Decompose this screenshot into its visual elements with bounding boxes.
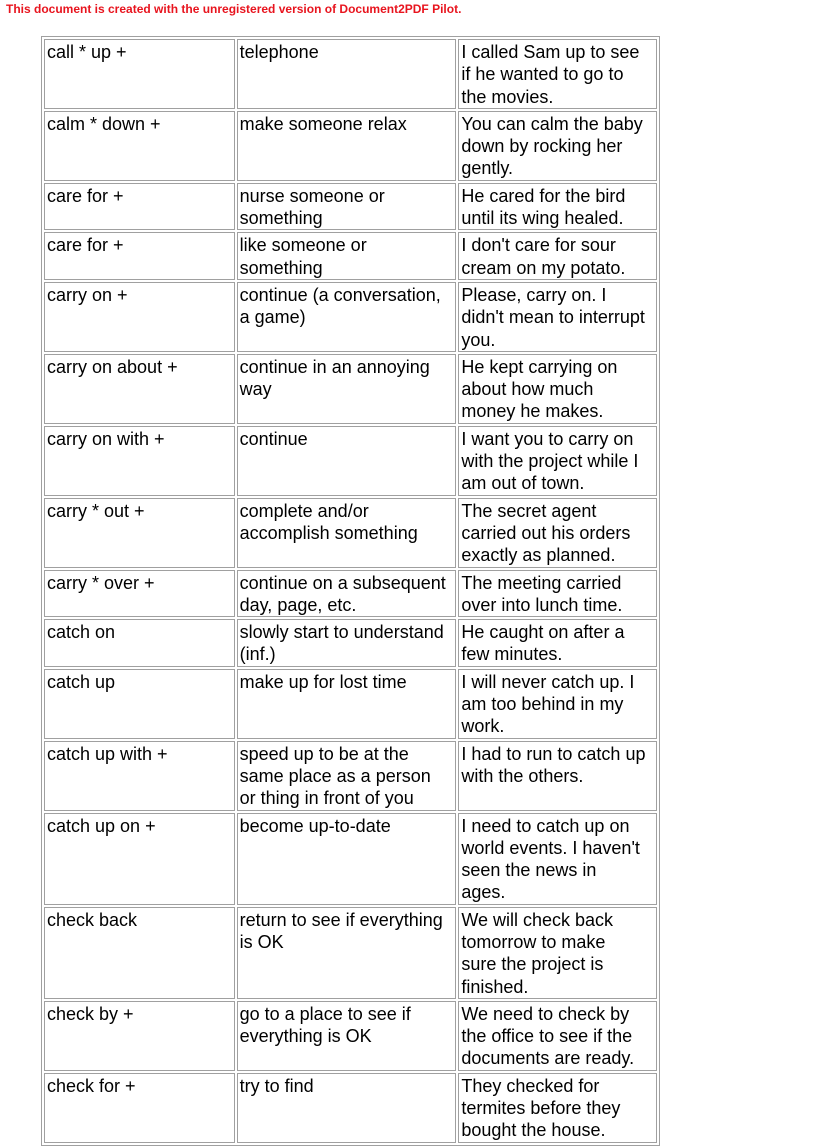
example-cell-line: I don't care for sour (461, 235, 616, 256)
table-row (44, 619, 657, 667)
meaning-cell (237, 1001, 457, 1071)
example-cell (458, 741, 657, 811)
example-cell-line: over into lunch time. (461, 594, 623, 615)
example-cell-line: with the project while I (461, 451, 639, 472)
table-row (44, 39, 657, 109)
phrasal-verb-cell: catch on (44, 619, 235, 667)
example-cell-line: Please, carry on. I (461, 284, 607, 305)
table-row (44, 741, 657, 811)
example-cell (458, 1073, 657, 1143)
meaning-cell-line: nurse someone or (239, 185, 385, 206)
table-row (44, 282, 657, 352)
example-cell-line: about how much (461, 379, 594, 400)
table-row (44, 570, 657, 618)
meaning-cell (237, 498, 457, 568)
meaning-cell-line: same place as a person (239, 765, 431, 786)
meaning-cell-line: something (239, 257, 323, 278)
meaning-cell-line: make someone relax (239, 113, 407, 134)
meaning-cell (237, 39, 457, 109)
phrasal-verb-cell: carry * over + (44, 570, 235, 618)
example-cell-line: tomorrow to make (461, 931, 606, 952)
example-cell-line: He caught on after a (461, 622, 625, 643)
meaning-cell (237, 111, 457, 181)
example-cell (458, 282, 657, 352)
meaning-cell-line: or thing in front of you (239, 788, 414, 809)
phrasal-verb-table (41, 36, 660, 1146)
example-cell-line: down by rocking her (461, 136, 623, 157)
meaning-cell (237, 907, 457, 999)
example-cell (458, 111, 657, 181)
example-cell-line: cream on my potato. (461, 257, 626, 278)
phrasal-verb-cell: check back (44, 907, 235, 999)
example-cell (458, 498, 657, 568)
example-cell-line: bought the house. (461, 1120, 606, 1141)
table-row (44, 426, 657, 496)
phrasal-verb-cell: care for + (44, 183, 235, 231)
example-cell-line: didn't mean to interrupt (461, 307, 645, 328)
example-cell-line: gently. (461, 158, 514, 179)
example-cell-line: exactly as planned. (461, 545, 616, 566)
table-row (44, 1073, 657, 1143)
table-row (44, 183, 657, 231)
meaning-cell-line: a game) (239, 307, 306, 328)
meaning-cell-line: continue (a conversation, (239, 284, 441, 305)
example-cell-line: We will check back (461, 909, 614, 930)
meaning-cell (237, 1073, 457, 1143)
example-cell-line: I called Sam up to see (461, 42, 640, 62)
example-cell-line: the office to see if the (461, 1026, 633, 1047)
example-cell-line: seen the news in (461, 860, 597, 881)
example-cell (458, 354, 657, 424)
phrasal-verb-cell: check for + (44, 1073, 235, 1143)
example-cell-line: am too behind in my (461, 694, 624, 715)
phrasal-verb-cell: calm * down + (44, 111, 235, 181)
meaning-cell (237, 282, 457, 352)
example-cell-line: world events. I haven't (461, 837, 640, 858)
meaning-cell-line: slowly start to understand (239, 622, 444, 643)
meaning-cell-line: continue on a subsequent (239, 572, 446, 593)
phrasal-verb-cell: catch up with + (44, 741, 235, 811)
meaning-cell-line: continue (239, 428, 308, 449)
example-cell-line: I need to catch up on (461, 815, 630, 836)
phrasal-verb-cell: carry on with + (44, 426, 235, 496)
meaning-cell-line: everything is OK (239, 1026, 372, 1047)
example-cell-line: am out of town. (461, 473, 585, 494)
example-cell-line: He cared for the bird (461, 185, 626, 206)
example-cell-line: I want you to carry on (461, 428, 634, 449)
example-cell-line: if he wanted to go to (461, 64, 624, 85)
example-cell-line: I will never catch up. I (461, 671, 635, 692)
example-cell-line: finished. (461, 976, 529, 997)
meaning-cell-line: try to find (239, 1075, 314, 1096)
meaning-cell (237, 741, 457, 811)
example-cell-line: He kept carrying on (461, 356, 618, 377)
meaning-cell (237, 232, 457, 280)
example-cell (458, 426, 657, 496)
meaning-cell-line: complete and/or (239, 500, 369, 521)
meaning-cell-line: speed up to be at the (239, 743, 409, 764)
meaning-cell-line: is OK (239, 931, 284, 952)
meaning-cell-line: go to a place to see if (239, 1003, 411, 1024)
example-cell-line: few minutes. (461, 644, 563, 665)
example-cell-line: documents are ready. (461, 1048, 635, 1069)
example-cell (458, 1001, 657, 1071)
meaning-cell (237, 426, 457, 496)
meaning-cell-line: like someone or (239, 235, 367, 256)
meaning-cell (237, 354, 457, 424)
example-cell (458, 813, 657, 905)
example-cell (458, 232, 657, 280)
example-cell-line: They checked for (461, 1075, 600, 1096)
meaning-cell (237, 183, 457, 231)
table-row (44, 498, 657, 568)
example-cell-line: termites before they (461, 1098, 621, 1119)
table-row (44, 354, 657, 424)
meaning-cell-line: (inf.) (239, 644, 276, 665)
meaning-cell-line: become up-to-date (239, 815, 391, 836)
example-cell (458, 39, 657, 109)
phrasal-verb-cell: call * up + (44, 39, 235, 109)
example-cell-line: sure the project is (461, 954, 604, 975)
meaning-cell-line: day, page, etc. (239, 594, 357, 615)
meaning-cell (237, 570, 457, 618)
example-cell-line: The secret agent (461, 500, 597, 521)
table-row (44, 907, 657, 999)
example-cell-line: We need to check by (461, 1003, 630, 1024)
meaning-cell-line: way (239, 379, 272, 400)
phrasal-verb-cell: carry on about + (44, 354, 235, 424)
phrasal-verb-cell: catch up (44, 669, 235, 739)
meaning-cell-line: return to see if everything (239, 909, 443, 930)
meaning-cell (237, 669, 457, 739)
watermark-notice: This document is created with the unregistered version of Document2PDF Pilot. (6, 2, 462, 16)
example-cell-line: money he makes. (461, 401, 604, 422)
example-cell-line: work. (461, 716, 505, 737)
example-cell (458, 183, 657, 231)
example-cell-line: ages. (461, 882, 506, 903)
table-row (44, 232, 657, 280)
example-cell-line: You can calm the baby (461, 113, 643, 134)
example-cell (458, 570, 657, 618)
table-row (44, 669, 657, 739)
example-cell-line: carried out his orders (461, 522, 631, 543)
phrasal-verb-cell: carry on + (44, 282, 235, 352)
table-row (44, 111, 657, 181)
phrasal-verb-cell: check by + (44, 1001, 235, 1071)
example-cell-line: the movies. (461, 86, 554, 107)
meaning-cell-line: make up for lost time (239, 671, 407, 692)
phrasal-verb-cell: care for + (44, 232, 235, 280)
example-cell (458, 907, 657, 999)
phrasal-verb-cell: catch up on + (44, 813, 235, 905)
meaning-cell-line: continue in an annoying (239, 356, 430, 377)
example-cell-line: I had to run to catch up (461, 743, 646, 764)
meaning-cell-line: accomplish something (239, 522, 418, 543)
example-cell (458, 669, 657, 739)
meaning-cell-line: something (239, 208, 323, 229)
meaning-cell (237, 813, 457, 905)
meaning-cell-line: telephone (239, 42, 319, 62)
example-cell-line: until its wing healed. (461, 208, 624, 229)
phrasal-verb-cell: carry * out + (44, 498, 235, 568)
table-row (44, 1001, 657, 1071)
example-cell-line: you. (461, 329, 496, 350)
example-cell-line: with the others. (461, 765, 584, 786)
example-cell-line: The meeting carried (461, 572, 622, 593)
table-row (44, 813, 657, 905)
meaning-cell (237, 619, 457, 667)
example-cell (458, 619, 657, 667)
